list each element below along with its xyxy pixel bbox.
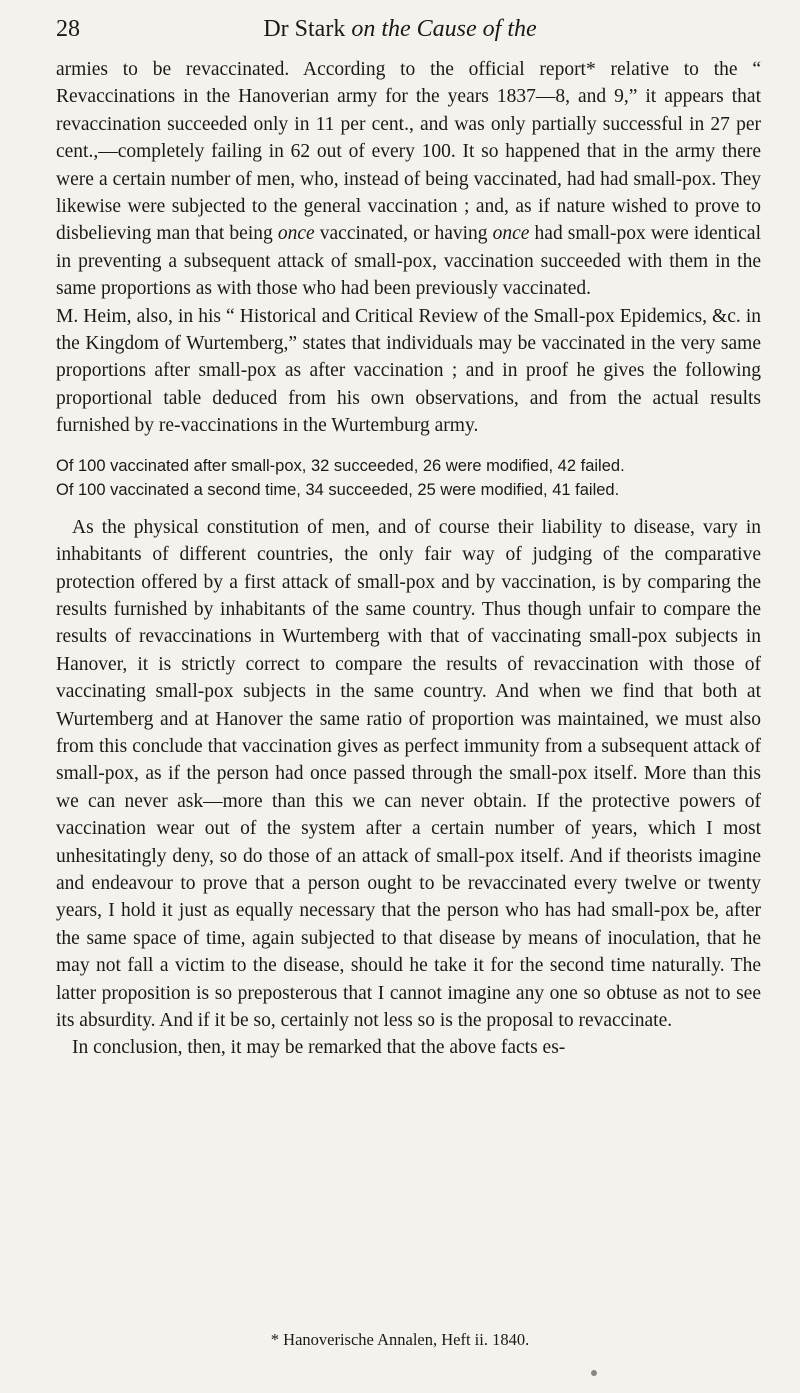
paragraph-1-part-1: armies to be revaccinated. According to the official report* relative to the “ Revaccinations in the Hanoverian army for the years 1837—8, and 9,” it appears that revaccination succeeded only in 11 per cent., and was only partially successful in 27 per cent.,—completely failing in 62 out of every 100. It so happened that in the army there were a certain number of men, who, instead of being vaccinated, had had small-pox. They likewise were subjected to the general vaccination ; and, as if nature wished to prove to disbelieving man that being (56, 59, 761, 245)
paragraph-1-part-2: vaccinated, or having (314, 223, 493, 245)
emphasis-once-1: once (277, 223, 315, 245)
paper-speck (591, 1370, 597, 1376)
running-title-italic: on the Cause of the (351, 16, 537, 42)
paragraph-2: M. Heim, also, in his “ Historical and Critical Review of the Small-pox Epidemics, &c. in the Kingdom of Wurtemberg,” states that individuals may be vaccinated in the very same proportions after small-pox as after vaccination ; and in proof he gives the following proportional table deduced from his own observations, and from the actual results furnished by re-vaccinations in the Wurtemburg army. (56, 305, 761, 437)
paragraph-1 (56, 56, 761, 303)
paragraph-4: In conclusion, then, it may be remarked that the above facts es- (72, 1037, 566, 1059)
body-text (56, 56, 761, 1062)
paragraph-1-part-3: had small-pox were identical in preventing a subsequent attack of small-pox, vaccination succeeded with them in the same proportions as with those who had been previously vaccinated. (56, 223, 761, 300)
paragraph-3: As the physical constitution of men, and of course their liability to disease, vary in inhabitants of different countries, the only fair way of judging of the comparative protection offered by a first attack of small-pox and by vaccination, is by comparing the results furnished by inhabitants of the same country. Thus though unfair to compare the results of revaccinations in Wurtemberg with that of vaccinating small-pox subjects in Hanover, it is strictly correct to compare the results of revaccination with those of vaccinating small-pox subjects in the same country. And when we find that both at Wurtemberg and at Hanover the same ratio of proportion was maintained, we must also from this conclude that vaccination gives as perfect immunity from a subsequent attack of small-pox, as if the person had once passed through the small-pox itself. More than this we can never ask—more than this we can never obtain. If the protective powers of vaccination wear out of the system after a certain number of years, which I most unhesitatingly deny, so do those of an attack of small-pox itself. And if theorists imagine and endeavour to prove that a person ought to be revaccinated every twelve or twenty years, I hold it just as equally necessary that the person who has had small-pox be, after the same space of time, again subjected to that disease by means of inoculation, that he may not fall a victim to the disease, should he take it for the second time naturally. The latter proposition is so preposterous that I cannot imagine any one so obtuse as not to see its absurdity. And if it be so, certainly not less so is the proposal to revaccinate. (56, 516, 761, 1031)
running-title (0, 16, 800, 43)
page-number: 28 (56, 16, 80, 42)
table-line-2: Of 100 vaccinated a second time, 34 succeeded, 25 were modified, 41 failed. (56, 480, 620, 499)
emphasis-once-2: once (492, 223, 530, 245)
proportional-table (56, 454, 761, 502)
running-title-author: Dr Stark (263, 16, 346, 42)
footnote: * Hanoverische Annalen, Heft ii. 1840. (270, 1330, 530, 1349)
table-line-1: Of 100 vaccinated after small-pox, 32 succeeded, 26 were modified, 42 failed. (56, 456, 625, 475)
running-header (0, 12, 800, 48)
